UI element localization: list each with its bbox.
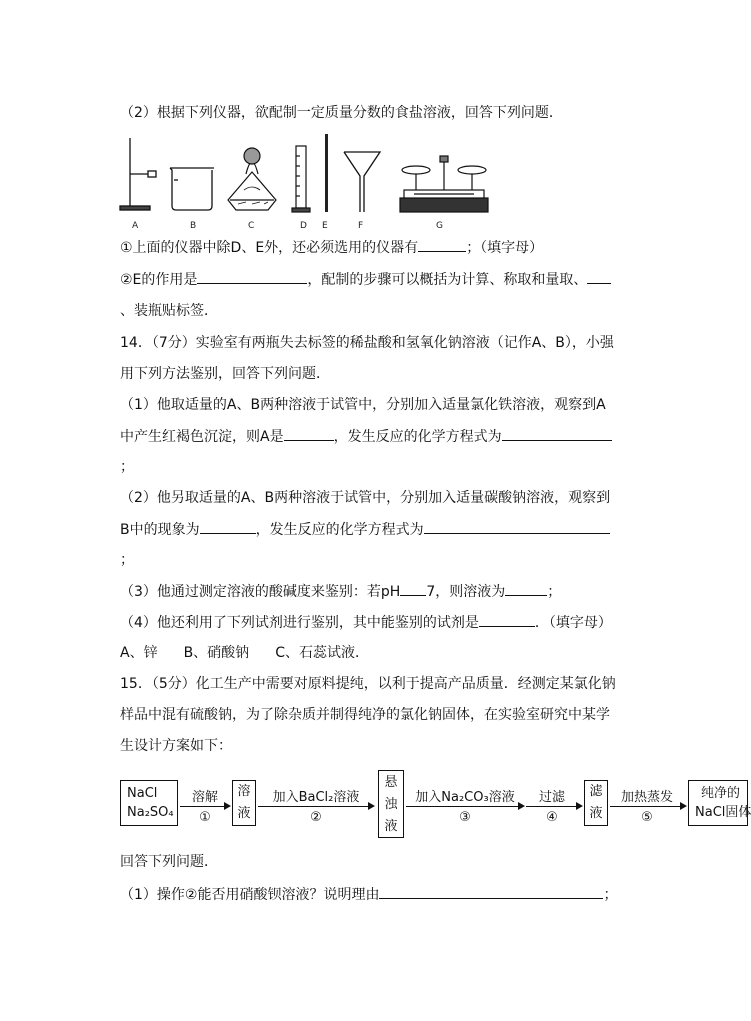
flow-step1-label: 溶解 [191, 790, 218, 805]
apparatus-label-c: C [248, 221, 255, 231]
beaker-icon [170, 168, 214, 210]
flow-step5-label: 加热蒸发 [620, 790, 673, 805]
flow-step4-num: ④ [546, 810, 558, 825]
q14-p1-line2 [120, 426, 612, 447]
q14-p3-middle: 7，则溶液为 [426, 584, 506, 600]
flow-step4-label: 过滤 [538, 790, 565, 805]
arrowhead-icon [224, 802, 231, 810]
q15-line1: 15．（5分）化工生产中需要对原料提纯，以利于提高产品质量．经测定某氯化钠 [120, 676, 616, 692]
apparatus-label-b: B [190, 221, 197, 231]
q14-p2-middle: ，发生反应的化学方程式为 [255, 522, 424, 538]
flow-arrow-4 [526, 806, 576, 807]
flow-box4-char2: 液 [589, 806, 603, 821]
q13-sub2 [120, 269, 611, 290]
flow-start-line1: NaCl [127, 786, 158, 801]
answer-blank[interactable] [424, 519, 610, 534]
measuring-cylinder-icon [292, 146, 310, 212]
process-flow-diagram [118, 768, 751, 838]
q15-p1 [120, 884, 617, 905]
answer-blank[interactable] [502, 426, 612, 441]
answer-blank[interactable] [505, 581, 547, 596]
apparatus-figure [118, 130, 498, 234]
q14-p3 [120, 581, 561, 602]
balance-icon [400, 156, 488, 212]
answer-blank[interactable] [418, 237, 466, 252]
apparatus-label-e: E [322, 221, 328, 231]
apparatus-label-g: G [436, 221, 443, 231]
q14-p1-line3: ； [120, 459, 134, 475]
flow-arrow-1 [180, 806, 224, 807]
q14-p4-suffix: ．（填字母） [534, 615, 612, 631]
q14-p2-prefix: B中的现象为 [120, 522, 200, 538]
q15-line3: 生设计方案如下： [120, 738, 232, 754]
answer-blank[interactable] [197, 269, 307, 284]
answer-blank[interactable] [587, 269, 611, 284]
q15-p1-prefix: （1）操作②能否用硝酸钡溶液？说明理由 [120, 887, 380, 903]
flask-apparatus-icon [228, 148, 276, 210]
q13-sub1-suffix: ；（填字母） [466, 240, 544, 256]
q15-p1-suffix: ； [603, 887, 618, 903]
arrowhead-icon [368, 802, 375, 810]
flow-box2-char1: 溶 [237, 784, 251, 799]
q14-p1-prefix: 中产生红褐色沉淀，则A是 [120, 429, 284, 445]
q13-sub1-prefix: ①上面的仪器中除D、E外，还必须选用的仪器有 [120, 240, 419, 256]
answer-blank[interactable] [400, 581, 426, 596]
q13-sub2-prefix: ②E的作用是 [120, 272, 198, 288]
flow-arrow-2 [258, 806, 368, 807]
q14-header-line1: 14．（7分）实验室有两瓶失去标签的稀盐酸和氢氧化钠溶液（记作A、B），小强 [120, 335, 614, 351]
arrowhead-icon [680, 802, 687, 810]
flow-step5-num: ⑤ [641, 810, 653, 825]
q15-answer-intro: 回答下列问题． [120, 854, 218, 870]
flow-end-line2: NaCl固体 [695, 805, 751, 820]
q13-sub2-cont: 、装瓶贴标签． [120, 303, 218, 319]
answer-blank[interactable] [284, 426, 334, 441]
apparatus-label-f: F [358, 221, 364, 231]
glass-rod-icon [325, 134, 328, 212]
flow-start-box [120, 780, 178, 826]
q14-p1-line1: （1）他取适量的A、B两种溶液于试管中，分别加入适量氯化铁溶液，观察到A [120, 397, 606, 413]
q14-p3-prefix: （3）他通过测定溶液的酸碱度来鉴别：若pH [120, 584, 401, 600]
q14-p4 [120, 612, 612, 633]
flow-end-box [688, 780, 751, 826]
q13-intro: （2）根据下列仪器，欲配制一定质量分数的食盐溶液，回答下列问题． [120, 105, 563, 121]
q14-options [120, 643, 369, 663]
apparatus-drawing [118, 130, 498, 234]
flow-filtrate-box [584, 780, 608, 826]
q14-header-line2: 用下列方法鉴别，回答下列问题． [120, 366, 330, 382]
flow-step3-label: 加入Na₂CO₃溶液 [415, 790, 515, 805]
answer-blank[interactable] [479, 612, 535, 627]
flow-start-line2: Na₂SO₄ [127, 805, 174, 820]
flow-arrow-5 [610, 806, 680, 807]
q14-p4-prefix: （4）他还利用了下列试剂进行鉴别，其中能鉴别的试剂是 [120, 615, 479, 631]
flow-box3-char1: 悬 [384, 775, 398, 790]
q14-p1-middle: ，发生反应的化学方程式为 [333, 429, 502, 445]
flow-end-line1: 纯净的 [701, 786, 741, 801]
q13-sub2-middle: ，配制的步骤可以概括为计算、称取和量取、 [307, 272, 588, 288]
flow-box3-char3: 液 [384, 819, 398, 834]
answer-blank[interactable] [379, 884, 603, 899]
flow-step1-num: ① [199, 810, 211, 825]
arrowhead-icon [576, 802, 583, 810]
answer-blank[interactable] [200, 519, 256, 534]
funnel-icon [344, 152, 380, 212]
apparatus-label-d: D [300, 221, 307, 231]
option-b: B、硝酸钠 [183, 645, 250, 661]
iron-stand-icon [120, 138, 156, 210]
flow-box4-char1: 滤 [589, 784, 603, 799]
q14-p2-line3: ； [120, 552, 134, 568]
option-c: C、石蕊试液． [275, 645, 369, 661]
flow-box2-char2: 液 [237, 806, 251, 821]
q14-p3-suffix: ； [547, 584, 562, 600]
q14-p2-line2 [120, 519, 610, 540]
flow-step2-label: 加入BaCl₂溶液 [272, 790, 360, 805]
arrowhead-icon [518, 802, 525, 810]
flow-step2-num: ② [310, 810, 322, 825]
flow-suspension-box [378, 770, 404, 838]
q14-p2-line1: （2）他另取适量的A、B两种溶液于试管中，分别加入适量碳酸钠溶液，观察到 [120, 490, 611, 506]
option-a: A、锌 [120, 645, 158, 661]
flow-arrow-3 [406, 806, 518, 807]
q13-sub1 [120, 237, 543, 258]
apparatus-label-a: A [132, 221, 139, 231]
flow-solution-box [232, 780, 256, 826]
flow-step3-num: ③ [459, 810, 471, 825]
q15-line2: 样品中混有硫酸钠，为了除杂质并制得纯净的氯化钠固体，在实验室研究中某学 [120, 707, 610, 723]
flow-box3-char2: 浊 [384, 797, 398, 812]
